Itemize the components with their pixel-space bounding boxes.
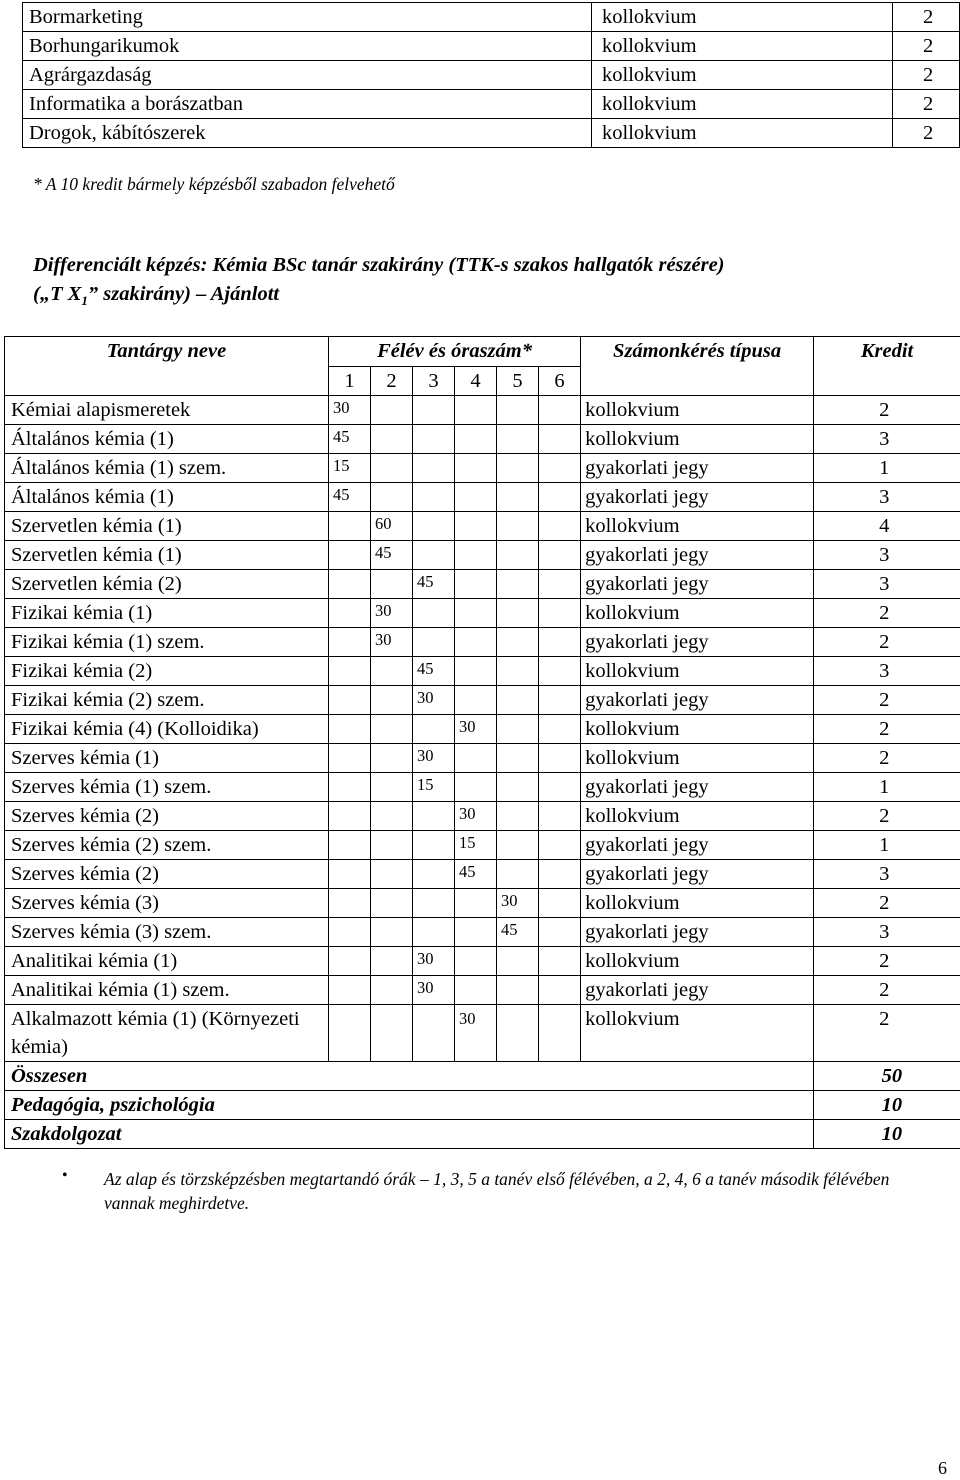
semester-hours: 30 [455,802,497,831]
semester-cell-empty [455,425,497,454]
table-row [5,454,960,483]
semester-hours: 30 [455,715,497,744]
exam-type: gyakorlati jegy [581,831,814,860]
course-name: Szerves kémia (1) [5,744,329,773]
semester-cell-empty [413,396,455,425]
credit-value: 1 [814,773,960,802]
table-row [23,119,960,148]
semester-cell-empty [455,628,497,657]
total-label: Szakdolgozat [5,1120,814,1149]
table-row [5,483,960,512]
course-name: Általános kémia (1) szem. [5,454,329,483]
table-row [23,32,960,61]
semester-cell-empty [371,715,413,744]
table-row [5,889,960,918]
semester-cell-empty [539,976,581,1005]
curriculum-body [5,337,960,1149]
table-row [5,715,960,744]
exam-type: gyakorlati jegy [581,483,814,512]
table-row [23,61,960,90]
semester-number: 4 [455,367,497,396]
semester-cell-empty [497,715,539,744]
exam-type: kollokvium [581,1005,814,1062]
semester-hours: 60 [371,512,413,541]
course-name: Szerves kémia (2) szem. [5,831,329,860]
credit-value: 3 [814,657,960,686]
course-name: Szervetlen kémia (1) [5,541,329,570]
course-name: Szerves kémia (2) [5,860,329,889]
exam-type: kollokvium [581,657,814,686]
credit-value: 3 [814,541,960,570]
semester-cell-empty [413,512,455,541]
semester-cell-empty [329,512,371,541]
semester-cell-empty [497,686,539,715]
semester-cell-empty [497,512,539,541]
credit-value: 2 [893,119,960,148]
semester-number: 5 [497,367,539,396]
page-number: 6 [938,1458,947,1478]
semester-cell-empty [371,976,413,1005]
credit-value: 2 [814,628,960,657]
semester-cell-empty [455,396,497,425]
semester-number: 2 [371,367,413,396]
semester-cell-empty [497,802,539,831]
total-credit: 10 [814,1091,960,1120]
semester-cell-empty [413,1005,455,1062]
exam-type: kollokvium [581,425,814,454]
table-row [5,947,960,976]
table-row [5,802,960,831]
credit-value: 3 [814,860,960,889]
credit-value: 2 [814,715,960,744]
credit-value: 3 [814,918,960,947]
credit-value: 3 [814,570,960,599]
exam-type: kollokvium [581,744,814,773]
semester-cell-empty [539,947,581,976]
semester-cell-empty [455,918,497,947]
semester-hours: 15 [455,831,497,860]
subheading-subscript: 1 [81,293,88,309]
semester-cell-empty [497,454,539,483]
semester-cell-empty [371,1005,413,1062]
exam-type: kollokvium [592,61,893,90]
exam-type: kollokvium [581,802,814,831]
total-row [5,1091,960,1120]
semester-hours: 30 [413,744,455,773]
course-name: Fizikai kémia (2) [5,657,329,686]
semester-cell-empty [329,802,371,831]
exam-type: gyakorlati jegy [581,686,814,715]
semester-cell-empty [329,918,371,947]
table-row [5,773,960,802]
course-name: Szervetlen kémia (2) [5,570,329,599]
course-name: Szervetlen kémia (1) [5,512,329,541]
semester-cell-empty [497,570,539,599]
semester-cell-empty [497,628,539,657]
semester-cell-empty [329,541,371,570]
semester-cell-empty [539,889,581,918]
credit-value: 3 [814,425,960,454]
semester-cell-empty [539,744,581,773]
semester-cell-empty [455,570,497,599]
table-row [5,396,960,425]
elective-credit-note: * A 10 kredit bármely képzésből szabadon felvehető [33,174,395,194]
exam-type: kollokvium [592,90,893,119]
credit-value: 2 [814,976,960,1005]
semester-hours: 30 [497,889,539,918]
header-credit: Kredit [814,337,960,396]
credit-value: 1 [814,831,960,860]
semester-cell-empty [539,454,581,483]
semester-cell-empty [497,947,539,976]
semester-hours: 30 [371,628,413,657]
course-name: Bormarketing [23,3,592,32]
credit-value: 1 [814,454,960,483]
semester-cell-empty [371,483,413,512]
exam-type: kollokvium [592,3,893,32]
course-name: Fizikai kémia (1) [5,599,329,628]
semester-cell-empty [539,512,581,541]
course-name: Általános kémia (1) [5,425,329,454]
exam-type: kollokvium [592,119,893,148]
course-name: Általános kémia (1) [5,483,329,512]
section-subheading [33,283,279,309]
semester-cell-empty [539,831,581,860]
semester-cell-empty [413,889,455,918]
exam-type: gyakorlati jegy [581,454,814,483]
semester-number: 3 [413,367,455,396]
total-row [5,1120,960,1149]
semester-cell-empty [371,918,413,947]
semester-cell-empty [497,483,539,512]
course-name: Szerves kémia (3) [5,889,329,918]
semester-cell-empty [539,570,581,599]
semester-cell-empty [371,889,413,918]
table-row [23,90,960,119]
semester-hours: 45 [413,570,455,599]
course-name: Borhungarikumok [23,32,592,61]
table-row [5,860,960,889]
table-row [5,657,960,686]
table-row [5,628,960,657]
course-name: Szerves kémia (3) szem. [5,918,329,947]
table-row [23,3,960,32]
semester-cell-empty [539,1005,581,1062]
table-row [5,512,960,541]
semester-hours: 15 [329,454,371,483]
exam-type: gyakorlati jegy [581,570,814,599]
semester-cell-empty [413,715,455,744]
credit-value: 2 [893,3,960,32]
semester-cell-empty [371,947,413,976]
semester-cell-empty [413,541,455,570]
table-row [5,1005,960,1062]
credit-value: 2 [814,802,960,831]
semester-cell-empty [371,773,413,802]
exam-type: gyakorlati jegy [581,541,814,570]
exam-type: gyakorlati jegy [581,860,814,889]
semester-cell-empty [497,541,539,570]
course-name: Szerves kémia (1) szem. [5,773,329,802]
course-name: Kémiai alapismeretek [5,396,329,425]
semester-cell-empty [413,860,455,889]
semester-hours: 45 [413,657,455,686]
semester-hours: 30 [413,686,455,715]
semester-cell-empty [455,889,497,918]
semester-cell-empty [371,831,413,860]
semester-cell-empty [497,599,539,628]
semester-hours: 30 [413,947,455,976]
course-name: Fizikai kémia (4) (Kolloidika) [5,715,329,744]
course-name: Analitikai kémia (1) [5,947,329,976]
semester-cell-empty [455,744,497,773]
semester-cell-empty [371,454,413,483]
credit-value: 3 [814,483,960,512]
header-subject: Tantárgy neve [5,337,329,396]
header-semester-hours: Félév és óraszám* [329,337,581,367]
course-name: Fizikai kémia (1) szem. [5,628,329,657]
semester-cell-empty [455,686,497,715]
semester-cell-empty [413,599,455,628]
semester-cell-empty [539,483,581,512]
course-name: Szerves kémia (2) [5,802,329,831]
semester-cell-empty [329,947,371,976]
semester-cell-empty [497,396,539,425]
semester-cell-empty [329,1005,371,1062]
curriculum-table [4,336,960,1149]
semester-hours: 30 [455,1005,497,1062]
semester-cell-empty [455,947,497,976]
semester-cell-empty [329,976,371,1005]
semester-cell-empty [329,831,371,860]
credit-value: 4 [814,512,960,541]
table-row [5,599,960,628]
semester-cell-empty [539,773,581,802]
header-row [5,337,960,367]
credit-value: 2 [814,686,960,715]
bullet-icon: • [62,1167,68,1184]
semester-hours: 45 [329,425,371,454]
subheading-post: ” szakirány) – Ajánlott [87,283,280,305]
semester-cell-empty [413,802,455,831]
total-credit: 10 [814,1120,960,1149]
table-row [5,744,960,773]
semester-hours: 30 [413,976,455,1005]
total-label: Összesen [5,1062,814,1091]
elective-courses-table [22,2,960,148]
semester-cell-empty [329,657,371,686]
header-exam-type: Számonkérés típusa [581,337,814,396]
semester-cell-empty [371,570,413,599]
semester-cell-empty [371,396,413,425]
semester-number: 6 [539,367,581,396]
semester-cell-empty [329,744,371,773]
semester-hours: 45 [497,918,539,947]
semester-cell-empty [539,657,581,686]
semester-cell-empty [329,715,371,744]
semester-cell-empty [413,483,455,512]
semester-cell-empty [497,831,539,860]
exam-type: gyakorlati jegy [581,918,814,947]
exam-type: kollokvium [581,715,814,744]
credit-value: 2 [893,32,960,61]
semester-cell-empty [329,889,371,918]
semester-cell-empty [329,860,371,889]
semester-cell-empty [539,628,581,657]
semester-number: 1 [329,367,371,396]
exam-type: gyakorlati jegy [581,628,814,657]
semester-cell-empty [413,425,455,454]
semester-cell-empty [329,773,371,802]
course-name: Analitikai kémia (1) szem. [5,976,329,1005]
exam-type: gyakorlati jegy [581,976,814,1005]
semester-cell-empty [371,860,413,889]
semester-cell-empty [539,599,581,628]
semester-hours: 45 [329,483,371,512]
exam-type: kollokvium [581,947,814,976]
exam-type: kollokvium [581,599,814,628]
semester-cell-empty [497,773,539,802]
exam-type: kollokvium [581,396,814,425]
semester-cell-empty [455,541,497,570]
semester-cell-empty [497,860,539,889]
semester-cell-empty [497,425,539,454]
semester-cell-empty [413,918,455,947]
semester-cell-empty [539,686,581,715]
table-row [5,686,960,715]
semester-cell-empty [539,425,581,454]
exam-type: kollokvium [592,32,893,61]
semester-hours: 15 [413,773,455,802]
semester-hours: 45 [455,860,497,889]
semester-cell-empty [413,628,455,657]
semester-cell-empty [455,657,497,686]
exam-type: kollokvium [581,889,814,918]
credit-value: 2 [814,396,960,425]
semester-cell-empty [371,686,413,715]
course-name: Agrárgazdaság [23,61,592,90]
semester-cell-empty [329,628,371,657]
semester-cell-empty [455,483,497,512]
course-name: Informatika a borászatban [23,90,592,119]
total-row [5,1062,960,1091]
credit-value: 2 [814,889,960,918]
credit-value: 2 [893,90,960,119]
total-label: Pedagógia, pszichológia [5,1091,814,1120]
subheading-pre: („T X [33,283,82,305]
semester-cell-empty [497,744,539,773]
semester-cell-empty [539,541,581,570]
semester-cell-empty [497,976,539,1005]
elective-courses-body [23,3,960,148]
credit-value: 2 [814,599,960,628]
semester-cell-empty [539,802,581,831]
semester-cell-empty [539,918,581,947]
semester-hours: 30 [371,599,413,628]
semester-cell-empty [455,599,497,628]
total-credit: 50 [814,1062,960,1091]
semester-cell-empty [539,715,581,744]
semester-hours: 30 [329,396,371,425]
semester-cell-empty [329,686,371,715]
section-heading: Differenciált képzés: Kémia BSc tanár szakirány (TTK-s szakos hallgatók részére) [33,254,725,276]
semester-cell-empty [497,1005,539,1062]
credit-value: 2 [814,1005,960,1062]
semester-cell-empty [455,454,497,483]
semester-cell-empty [455,976,497,1005]
semester-cell-empty [497,657,539,686]
semester-cell-empty [455,773,497,802]
semester-footnote: Az alap és törzsképzésben megtartandó órák – 1, 3, 5 a tanév első félévében, a 2, 4, 6 a tanév második félévében vannak meghirdetve. [104,1169,890,1213]
semester-cell-empty [329,599,371,628]
credit-value: 2 [814,744,960,773]
semester-cell-empty [413,831,455,860]
semester-cell-empty [371,657,413,686]
course-name: Fizikai kémia (2) szem. [5,686,329,715]
table-row [5,425,960,454]
course-name: Drogok, kábítószerek [23,119,592,148]
semester-cell-empty [371,425,413,454]
semester-cell-empty [371,744,413,773]
credit-value: 2 [814,947,960,976]
semester-cell-empty [539,860,581,889]
credit-value: 2 [893,61,960,90]
semester-cell-empty [455,512,497,541]
table-row [5,541,960,570]
course-name: Alkalmazott kémia (1) (Környezeti kémia) [5,1005,329,1062]
exam-type: gyakorlati jegy [581,773,814,802]
semester-cell-empty [413,454,455,483]
table-row [5,976,960,1005]
semester-cell-empty [539,396,581,425]
semester-hours: 45 [371,541,413,570]
semester-cell-empty [329,570,371,599]
table-row [5,918,960,947]
table-row [5,831,960,860]
exam-type: kollokvium [581,512,814,541]
table-row [5,570,960,599]
semester-cell-empty [371,802,413,831]
